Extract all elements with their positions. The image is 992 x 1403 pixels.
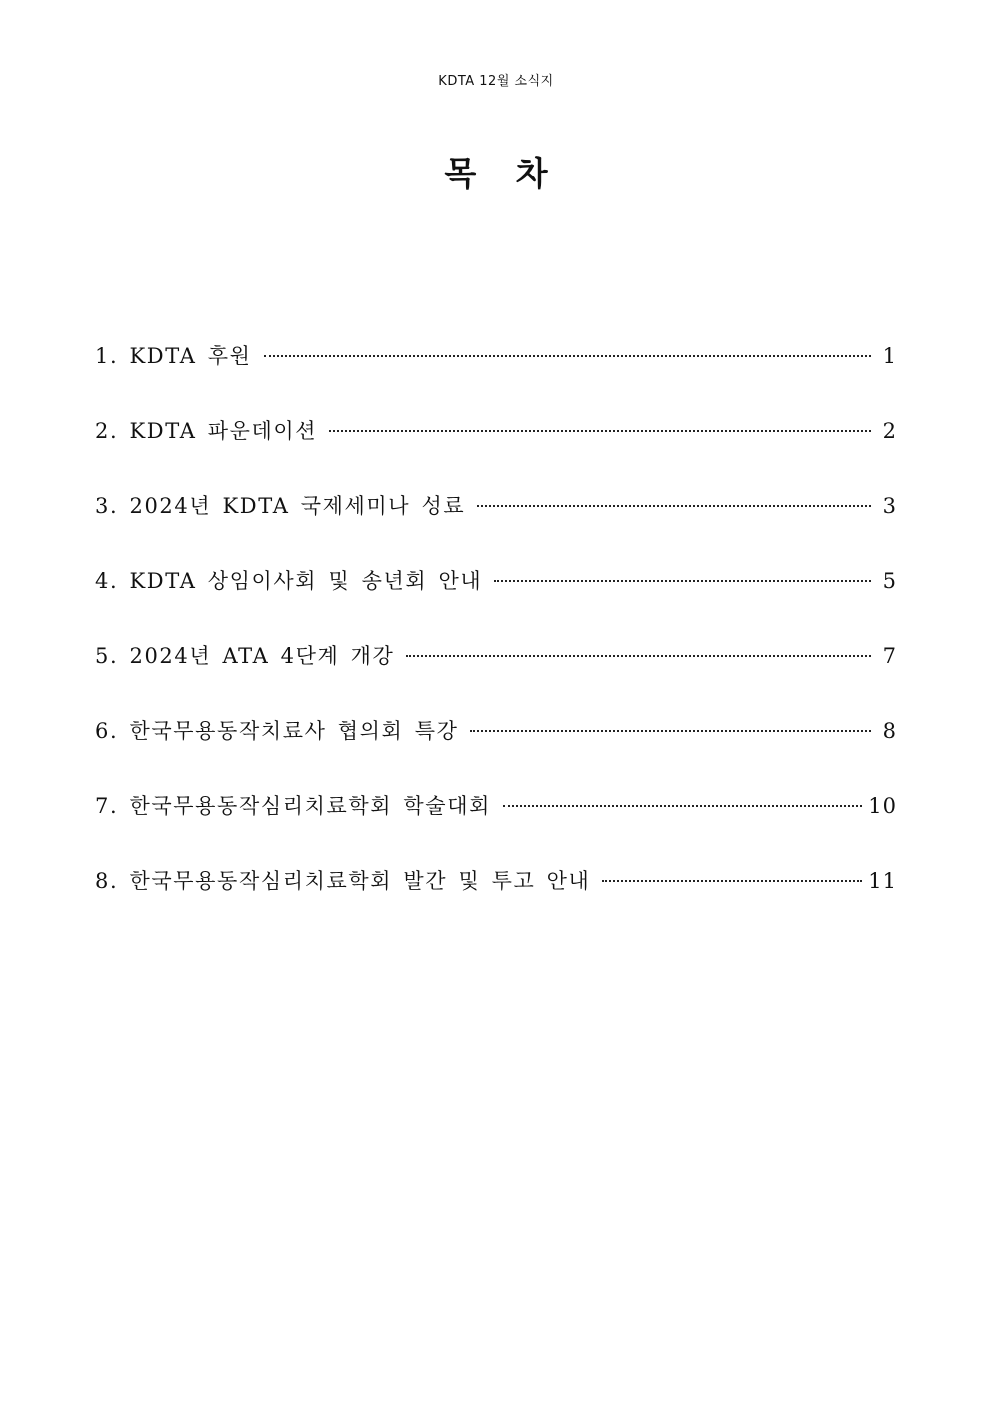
dot-leader — [477, 505, 871, 507]
toc-title: 목 차 — [444, 154, 548, 193]
toc-entry-6[interactable] — [95, 713, 897, 788]
toc-entry-label: 6. 한국무용동작치료사 협의회 특강 — [95, 719, 459, 743]
toc-entry-page-number: 8 — [882, 719, 897, 743]
toc-entry-label: 1. KDTA 후원 — [95, 344, 252, 368]
toc-entry-page-number: 2 — [882, 419, 897, 443]
toc-entry-page-number: 5 — [882, 569, 897, 593]
toc-entry-label: 2. KDTA 파운데이션 — [95, 419, 318, 443]
toc-entry-label: 4. KDTA 상임이사회 및 송년회 안내 — [95, 569, 483, 593]
toc-entry-label: 3. 2024년 KDTA 국제세미나 성료 — [95, 494, 466, 518]
toc-entry-page-number: 1 — [882, 344, 897, 368]
dot-leader — [503, 805, 862, 807]
toc-entry-label: 5. 2024년 ATA 4단계 개강 — [95, 644, 395, 668]
dot-leader — [406, 655, 871, 657]
toc-entry-page-number: 11 — [868, 869, 897, 893]
dot-leader — [264, 355, 871, 357]
toc-entry-2[interactable] — [95, 413, 897, 488]
dot-leader — [602, 880, 862, 882]
running-header: KDTA 12월 소식지 — [438, 74, 554, 89]
dot-leader — [494, 580, 871, 582]
dot-leader — [470, 730, 871, 732]
toc-entry-8[interactable] — [95, 863, 897, 938]
toc-entry-label: 7. 한국무용동작심리치료학회 학술대회 — [95, 794, 491, 818]
toc-entry-5[interactable] — [95, 638, 897, 713]
toc-entry-page-number: 7 — [882, 644, 897, 668]
toc-entry-page-number: 10 — [868, 794, 897, 818]
toc-entry-label: 8. 한국무용동작심리치료학회 발간 및 투고 안내 — [95, 869, 591, 893]
toc-entry-4[interactable] — [95, 563, 897, 638]
dot-leader — [329, 430, 871, 432]
toc-entry-7[interactable] — [95, 788, 897, 863]
toc-entry-1[interactable] — [95, 338, 897, 413]
toc-entry-page-number: 3 — [882, 494, 897, 518]
table-of-contents — [95, 338, 897, 938]
toc-entry-3[interactable] — [95, 488, 897, 563]
